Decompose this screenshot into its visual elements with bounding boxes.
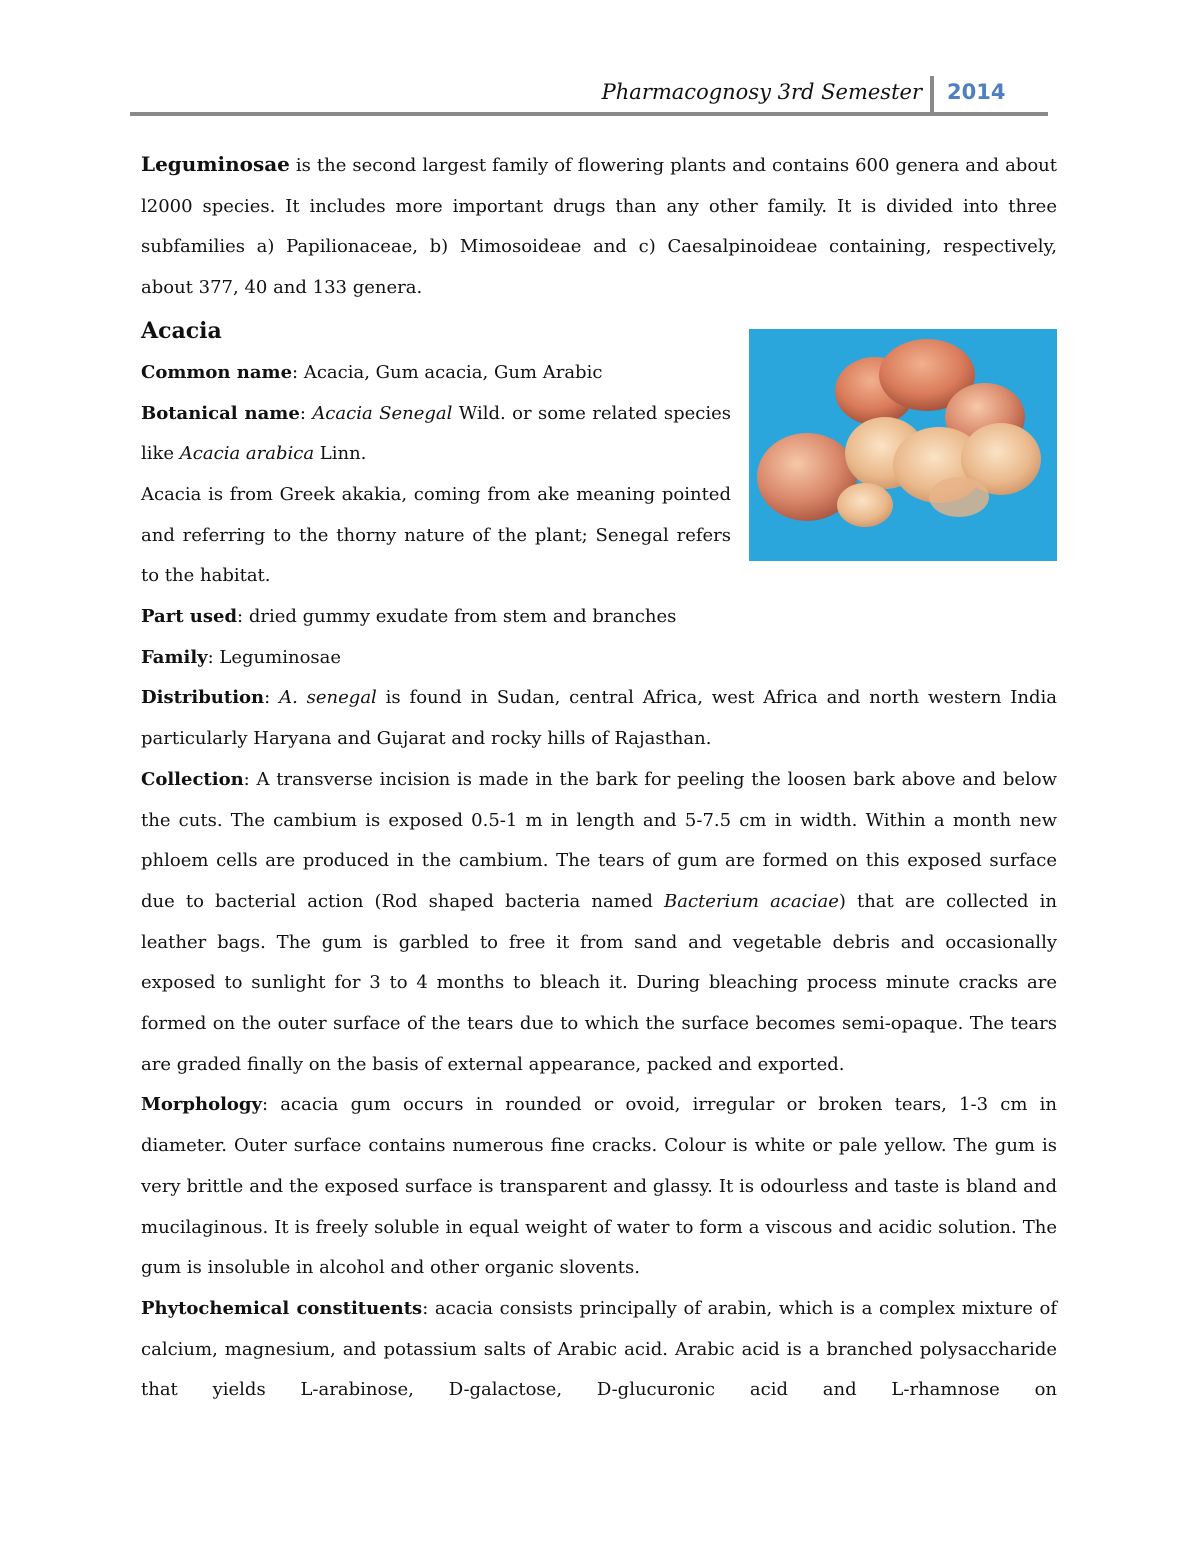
morphology-label: Morphology [141,1094,262,1116]
botanical-species-1: Acacia Senegal [312,402,453,424]
header-rule [130,112,1048,116]
document-body [141,144,1057,1411]
distribution-species: A. senegal [279,687,377,709]
botanical-name-post: Linn. [314,443,367,465]
family-row [141,638,1057,679]
header-year: 2014 [947,80,1006,104]
family-value: : Leguminosae [207,646,342,668]
part-used-row [141,597,1057,638]
collection-text-2: ) that are collected in leather bags. The gum is garbled to free it from sand and vegetable debris and occasionally exposed to sunlight for 3 to 4 months to bleach it. During bleaching process minute cracks are formed on the outer surface of the tears due to which the surface becomes semi-opaque. The tears are graded finally on the basis of external appearance, packed and exported. [141,890,1057,1075]
page-header [130,76,1048,120]
section-title: Acacia [141,317,222,344]
morphology-paragraph [141,1085,1057,1289]
distribution-colon: : [264,687,280,709]
gum-arabic-photo [749,329,1057,561]
phytochemical-label: Phytochemical constituents [141,1297,423,1319]
common-name-label: Common name [141,361,293,383]
collection-bacterium: Bacterium acaciae [664,890,839,912]
morphology-text: : acacia gum occurs in rounded or ovoid, irregular or broken tears, 1-3 cm in diameter. Outer surface contains numerous fine cracks. Colour is white or pale yellow. The gum is very brittle and the exposed surface is transparent and glassy. It is odourless and taste is bland and mucilaginous. It is freely soluble in equal weight of water to form a viscous and acidic solution. The gum is insoluble in alcohol and other organic slovents. [141,1094,1057,1279]
collection-paragraph [141,760,1057,1086]
botanical-name-mid: Wild. or some related species like [141,402,731,465]
part-used-value: : dried gummy exudate from stem and branches [237,606,677,628]
intro-paragraph [141,144,1057,309]
collection-label: Collection [141,768,244,790]
gum-arabic-tears-photo-icon [749,329,1057,561]
common-name-value: : Acacia, Gum acacia, Gum Arabic [292,361,603,383]
distribution-text: is found in Sudan, central Africa, west Africa and north western India particularly Haryana and Gujarat and rocky hills of Rajasthan. [141,687,1057,750]
phytochemical-paragraph [141,1289,1057,1411]
distribution-paragraph [141,678,1057,759]
distribution-label: Distribution [141,687,265,709]
botanical-name-label: Botanical name [141,402,300,424]
etymology-paragraph: Acacia is from Greek akakia, coming from ake meaning pointed and referring to the thorny nature of the plant; Senegal refers to the habitat. [141,483,731,587]
family-label: Family [141,646,208,668]
part-used-label: Part used [141,606,238,628]
phytochemical-text: : acacia consists principally of arabin, which is a complex mixture of calcium, magnesium, and potassium salts of Arabic acid. Arabic acid is a branched polysaccharide that yields L-arabinose, D-galactose, D-glucuronic acid and L-rhamnose on [141,1297,1057,1401]
botanical-name-colon: : [299,402,313,424]
botanical-species-2: Acacia arabica [179,443,315,465]
intro-text: is the second largest family of flowering plants and contains 600 genera and about l2000 species. It includes more important drugs than any other family. It is divided into three subfamilies a) Papilionaceae, b) Mimosoideae and c) Caesalpinoideae containing, respectively, about 377, 40 and 133 genera. [141,155,1057,299]
collection-text-1: : A transverse incision is made in the bark for peeling the loosen bark above and below the cuts. The cambium is exposed 0.5-1 m in length and 5-7.5 cm in width. Within a month new phloem cells are produced in the cambium. The tears of gum are formed on this exposed surface due to bacterial action (Rod shaped bacteria named [141,768,1057,912]
header-title: Pharmacognosy 3rd Semester [601,80,922,104]
intro-term: Leguminosae [141,152,290,176]
header-divider [930,76,934,116]
